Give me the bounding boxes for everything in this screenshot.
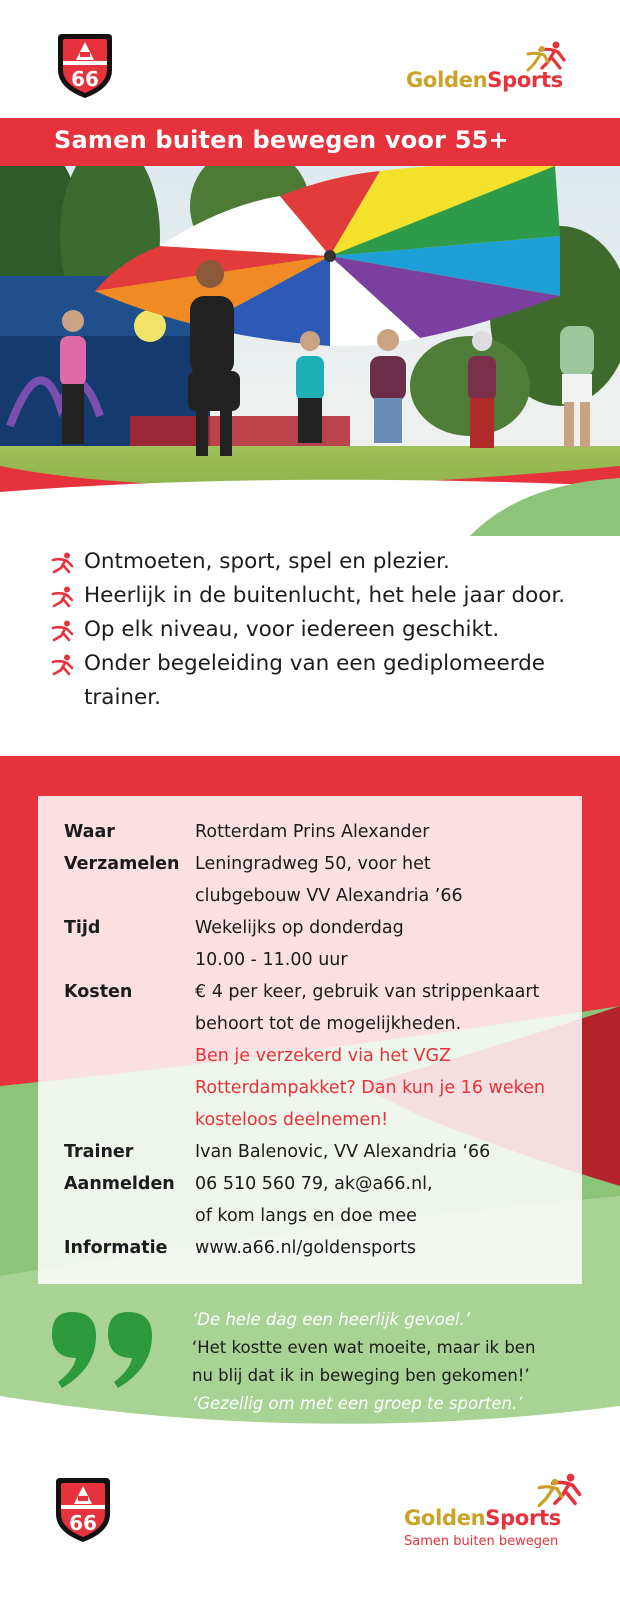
info-value: Wekelijks op donderdag [195, 918, 404, 938]
svg-text:66: 66 [71, 67, 99, 91]
header-logos [0, 0, 620, 118]
brand-tagline: Samen buiten bewegen [404, 1534, 559, 1549]
info-value: Rotterdam Prins Alexander [195, 822, 430, 842]
runner-icon [50, 654, 76, 676]
svg-text:66: 66 [69, 1511, 97, 1535]
info-label [64, 1104, 195, 1136]
info-value: behoort tot de mogelijkheden. [195, 1014, 462, 1034]
quote-line: ‘Het kostte even wat moeite, maar ik ben [192, 1338, 536, 1357]
list-item: Op elk niveau, voor iedereen geschikt. [50, 613, 590, 647]
info-value-highlight: Rotterdampakket? Dan kun je 16 weken [195, 1078, 545, 1098]
info-label [64, 944, 195, 976]
runners-icon [528, 1472, 584, 1510]
goldensports-logo [404, 1472, 594, 1552]
info-row [64, 912, 584, 944]
list-item: Heerlijk in de buitenlucht, het hele jaar door. [50, 579, 590, 613]
info-row [64, 1232, 584, 1264]
info-label: Kosten [64, 982, 133, 1002]
info-label: Verzamelen [64, 854, 180, 874]
info-label: Aanmelden [64, 1174, 175, 1194]
parachute-game-photo [0, 166, 620, 536]
info-label: Informatie [64, 1238, 168, 1258]
info-row [64, 976, 584, 1008]
info-label: Trainer [64, 1142, 134, 1162]
info-value: Ivan Balenovic, VV Alexandria ‘66 [195, 1142, 491, 1162]
info-value: Leningradweg 50, voor het [195, 854, 431, 874]
quote-line: ‘De hele dag een heerlijk gevoel.’ [192, 1310, 471, 1329]
info-table [64, 816, 584, 1264]
quote-line: nu blij dat ik in beweging ben gekomen!’ [192, 1366, 530, 1385]
brand-wordmark: GoldenSports [404, 1506, 561, 1530]
info-value-highlight: kosteloos deelnemen! [195, 1110, 389, 1130]
info-row [64, 1200, 584, 1232]
info-value: clubgebouw VV Alexandria ’66 [195, 886, 463, 906]
goldensports-logo [406, 40, 576, 100]
info-label: Waar [64, 822, 115, 842]
info-label [64, 1008, 195, 1040]
info-row [64, 1136, 584, 1168]
quote-line: ‘Gezellig om met een groep te sporten.’ [192, 1394, 523, 1413]
info-value: € 4 per keer, gebruik van strippenkaart [195, 982, 540, 1002]
title-banner [0, 118, 620, 166]
a66-club-logo [54, 30, 116, 100]
info-value: 06 510 560 79, ak@a66.nl, [195, 1174, 433, 1194]
info-label [64, 1200, 195, 1232]
testimonials [192, 1306, 592, 1418]
a66-club-logo [52, 1474, 114, 1544]
info-row [64, 1104, 584, 1136]
brand-wordmark: GoldenSports [406, 68, 563, 92]
list-item: Ontmoeten, sport, spel en plezier. [50, 545, 590, 579]
runner-icon [50, 620, 76, 642]
info-value: of kom langs en doe mee [195, 1206, 417, 1226]
info-label: Tijd [64, 918, 101, 938]
page-title: Samen buiten bewegen voor 55+ [54, 126, 509, 154]
info-value: 10.00 - 11.00 uur [195, 950, 348, 970]
info-row [64, 816, 584, 848]
info-row [64, 944, 584, 976]
info-value-highlight: Ben je verzekerd via het VGZ [195, 1046, 452, 1066]
info-label [64, 1040, 195, 1072]
runner-icon [50, 552, 76, 574]
info-row [64, 1168, 584, 1200]
info-row [64, 1040, 584, 1072]
info-value: www.a66.nl/goldensports [195, 1238, 417, 1258]
list-item: Onder begeleiding van een gediplomeerde [50, 647, 590, 681]
info-row [64, 880, 584, 912]
feature-list [50, 545, 590, 715]
runner-icon [50, 586, 76, 608]
info-row [64, 848, 584, 880]
list-item-continuation: trainer. [84, 685, 161, 710]
info-row [64, 1072, 584, 1104]
info-row [64, 1008, 584, 1040]
info-label [64, 1072, 195, 1104]
quote-mark-icon [52, 1312, 152, 1390]
info-label [64, 880, 195, 912]
